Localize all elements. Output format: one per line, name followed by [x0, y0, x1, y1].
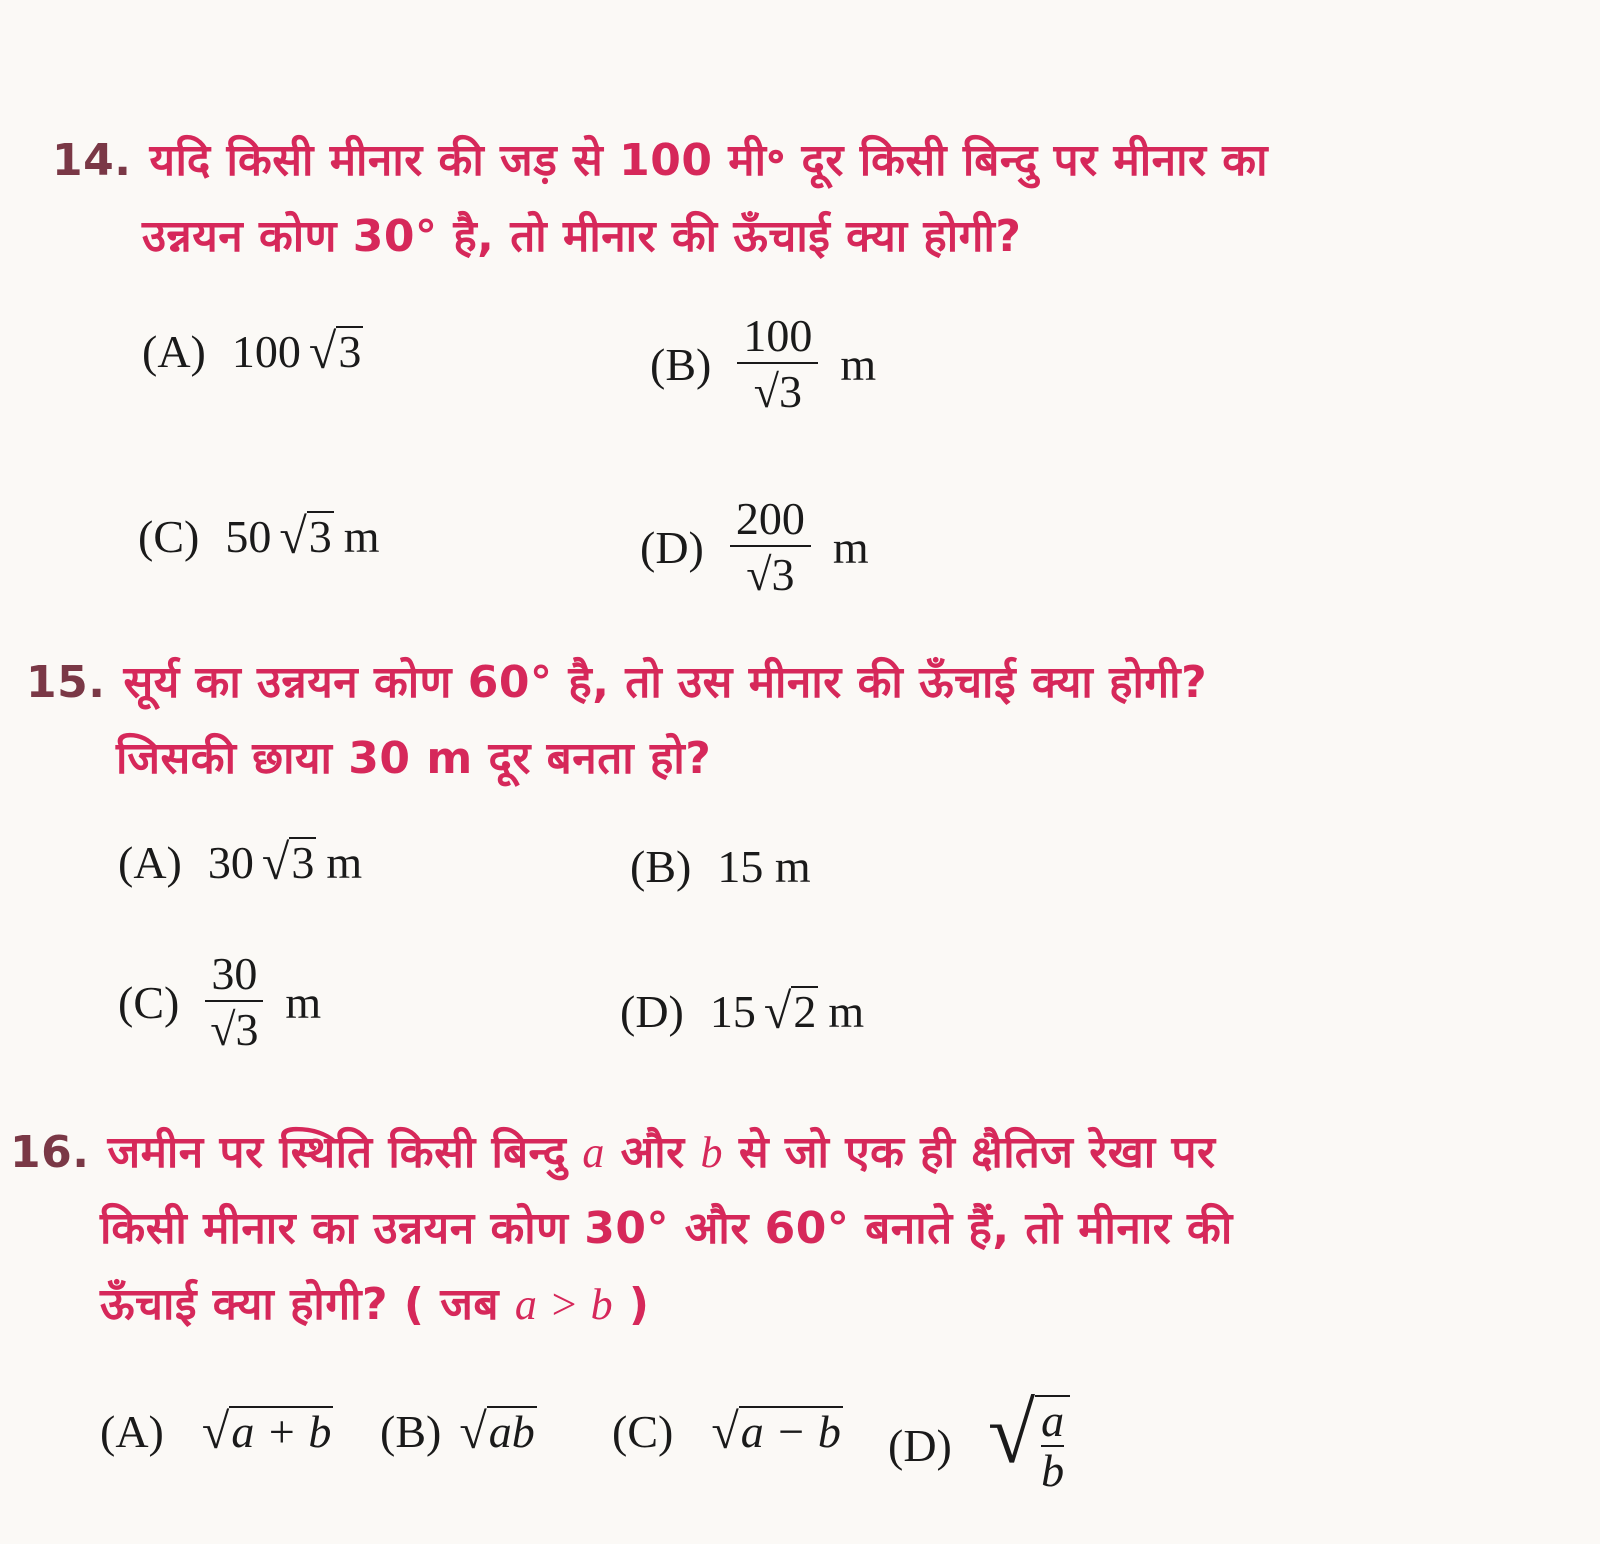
- fraction: [737, 312, 818, 417]
- option-label: (C): [612, 1406, 674, 1457]
- option-label: (D): [888, 1419, 952, 1471]
- option-label: (C): [138, 511, 200, 562]
- unit: m: [828, 986, 865, 1037]
- unit: m: [285, 976, 322, 1028]
- radical-icon: √: [201, 1403, 230, 1460]
- radical-icon: √: [753, 366, 779, 418]
- q15-number: 15.: [26, 657, 106, 708]
- variable-a: a: [582, 1128, 605, 1177]
- unit: m: [832, 521, 869, 573]
- q15-text-line1: सूर्य का उन्नयन कोण 60° है, तो उस मीनार की ऊँचाई क्या होगी?: [123, 657, 1208, 708]
- option-label: (D): [620, 986, 684, 1037]
- q16-line1: [10, 1120, 1215, 1180]
- q15-option-c: [118, 950, 321, 1055]
- denominator: b: [1041, 1445, 1065, 1497]
- numerator: a: [1041, 1395, 1065, 1446]
- radicand: a + b: [231, 1406, 332, 1458]
- radicand: a − b: [740, 1406, 841, 1458]
- radical-icon: √: [308, 323, 337, 380]
- radicand: 3: [778, 366, 802, 418]
- q16-number: 16.: [10, 1127, 90, 1178]
- q14-option-c: [138, 510, 380, 563]
- option-label: (D): [640, 521, 704, 573]
- numerator: 100: [737, 312, 818, 364]
- numerator: 30: [205, 950, 263, 1002]
- q16-line3: [100, 1272, 650, 1332]
- radical-icon: √: [987, 1385, 1036, 1481]
- radicand: 3: [291, 837, 315, 889]
- sqrt-expr: [459, 1403, 536, 1460]
- fraction: [205, 950, 263, 1055]
- option-label: (C): [118, 976, 180, 1028]
- unit: m: [840, 338, 877, 390]
- fraction: [730, 495, 811, 600]
- q14-option-b: [650, 312, 876, 417]
- option-coef: 15: [709, 986, 756, 1037]
- sqrt-expr: [308, 323, 363, 380]
- denominator: [210, 1002, 258, 1054]
- numerator: 200: [730, 495, 811, 547]
- variable-b: b: [700, 1128, 723, 1177]
- radicand: 3: [235, 1004, 259, 1056]
- q15-option-b: [630, 840, 811, 893]
- radicand: 3: [771, 549, 795, 601]
- denominator: [754, 364, 802, 416]
- q14-number: 14.: [52, 135, 132, 186]
- q14-option-d: [640, 495, 869, 600]
- q14-option-a: [142, 325, 363, 378]
- radicand: 3: [338, 326, 362, 378]
- option-label: (B): [380, 1406, 442, 1457]
- radicand: 3: [308, 511, 332, 563]
- unit: m: [343, 511, 380, 562]
- q15-text-line2: जिसकी छाया 30 m दूर बनता हो?: [116, 733, 712, 784]
- sqrt-expr: [987, 1385, 1070, 1497]
- denominator: [746, 547, 794, 599]
- radical-icon: √: [459, 1403, 487, 1460]
- radicand: ab: [488, 1406, 535, 1458]
- option-coef: 100: [231, 326, 301, 377]
- option-label: (B): [630, 841, 692, 892]
- q16-text-line1b: और: [604, 1127, 701, 1178]
- radical-icon: √: [210, 1004, 236, 1056]
- q14-line1: [52, 128, 1268, 188]
- q15-option-a: [118, 836, 362, 889]
- sqrt-expr: [279, 508, 333, 565]
- q16-text-line2: किसी मीनार का उन्नयन कोण 30° और 60° बनाते हैं, तो मीनार की: [100, 1203, 1233, 1254]
- sqrt-expr: [763, 983, 818, 1040]
- sqrt-expr: [201, 1403, 334, 1460]
- q16-text-line3a: ऊँचाई क्या होगी? ( जब: [100, 1279, 515, 1330]
- radicand: 2: [793, 986, 817, 1038]
- q15-option-d: [620, 985, 864, 1038]
- sqrt-expr: [711, 1403, 843, 1460]
- q14-text-line2: उन्नयन कोण 30° है, तो मीनार की ऊँचाई क्या होगी?: [142, 211, 1022, 262]
- option-label: (A): [118, 837, 182, 888]
- q16-text-line3b: ): [613, 1279, 650, 1330]
- q16-option-d: [888, 1385, 1070, 1497]
- q14-text-line1: यदि किसी मीनार की जड़ से 100 मी॰ दूर किसी बिन्दु पर मीनार का: [149, 135, 1268, 186]
- q16-option-a: [100, 1405, 333, 1458]
- q16-text-line1a: जमीन पर स्थिति किसी बिन्दु: [107, 1127, 583, 1178]
- sqrt-expr: [261, 834, 316, 891]
- q16-option-c: [612, 1405, 843, 1458]
- option-coef: 30: [207, 837, 254, 888]
- option-label: (A): [142, 326, 206, 377]
- q16-text-line1c: से जो एक ही क्षैतिज रेखा पर: [723, 1127, 1216, 1178]
- fraction: [1035, 1395, 1070, 1496]
- unit: m: [326, 837, 363, 888]
- option-label: (A): [100, 1406, 164, 1457]
- option-value: 15 m: [717, 841, 811, 892]
- radical-icon: √: [711, 1403, 739, 1460]
- option-label: (B): [650, 338, 712, 390]
- condition: a > b: [514, 1280, 614, 1329]
- radical-icon: √: [746, 549, 772, 601]
- q15-line1: [26, 650, 1207, 710]
- option-coef: 50: [225, 511, 272, 562]
- radical-icon: √: [279, 508, 307, 565]
- q16-option-b: [380, 1405, 537, 1458]
- radical-icon: √: [261, 834, 290, 891]
- radical-icon: √: [763, 983, 792, 1040]
